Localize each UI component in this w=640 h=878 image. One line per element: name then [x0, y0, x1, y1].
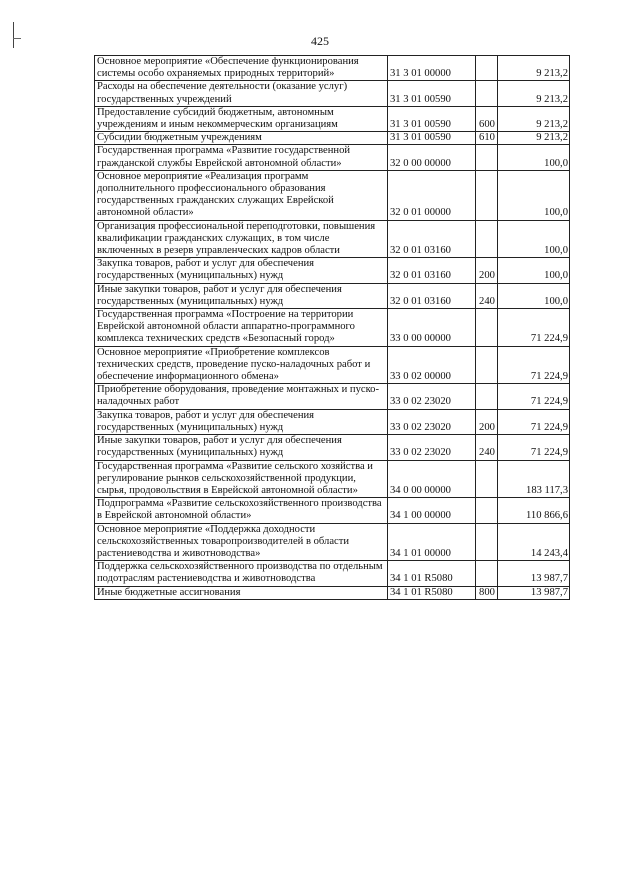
row-amount: 110 866,6 — [498, 498, 570, 523]
row-expense-type — [476, 346, 498, 384]
table-row — [95, 170, 570, 220]
row-name: Предоставление субсидий бюджетным, автономным учреждениям и иным некоммерческим организациям — [95, 106, 388, 131]
row-target-article: 32 0 01 03160 — [388, 258, 476, 283]
budget-table — [94, 55, 570, 600]
row-expense-type — [476, 561, 498, 586]
table-row — [95, 460, 570, 498]
row-name: Основное мероприятие «Поддержка доходности сельскохозяйственных товаропроизводителей в области растениеводства и животноводства» — [95, 523, 388, 561]
row-expense-type: 240 — [476, 435, 498, 460]
table-row — [95, 498, 570, 523]
page-number: 425 — [311, 34, 329, 48]
row-name: Иные закупки товаров, работ и услуг для обеспечения государственных (муниципальных) нужд — [95, 283, 388, 308]
row-amount: 71 224,9 — [498, 309, 570, 347]
row-expense-type — [476, 498, 498, 523]
table-row — [95, 384, 570, 409]
row-amount: 13 987,7 — [498, 561, 570, 586]
row-target-article: 32 0 01 03160 — [388, 283, 476, 308]
table-row — [95, 346, 570, 384]
table-row — [95, 561, 570, 586]
row-name: Подпрограмма «Развитие сельскохозяйственного производства в Еврейской автономной области» — [95, 498, 388, 523]
row-target-article: 33 0 02 23020 — [388, 384, 476, 409]
row-name: Субсидии бюджетным учреждениям — [95, 132, 388, 145]
row-name: Приобретение оборудования, проведение монтажных и пуско-наладочных работ — [95, 384, 388, 409]
row-target-article: 33 0 00 00000 — [388, 309, 476, 347]
row-amount: 100,0 — [498, 283, 570, 308]
table-row — [95, 586, 570, 599]
row-amount: 71 224,9 — [498, 346, 570, 384]
row-name: Государственная программа «Развитие государственной гражданской службы Еврейской автономной области» — [95, 145, 388, 170]
table-row — [95, 145, 570, 170]
table-row — [95, 309, 570, 347]
row-expense-type — [476, 145, 498, 170]
row-expense-type — [476, 523, 498, 561]
table-row — [95, 435, 570, 460]
row-name: Основное мероприятие «Реализация программ дополнительного профессионального образования государственных гражданских служащих Еврейской автономной области» — [95, 170, 388, 220]
row-amount: 100,0 — [498, 145, 570, 170]
row-expense-type: 200 — [476, 258, 498, 283]
row-target-article: 32 0 00 00000 — [388, 145, 476, 170]
row-target-article: 34 1 01 R5080 — [388, 561, 476, 586]
row-name: Иные закупки товаров, работ и услуг для обеспечения государственных (муниципальных) нужд — [95, 435, 388, 460]
row-name: Государственная программа «Развитие сельского хозяйства и регулирование рынков сельскохозяйственной продукции, сырья, продовольствия в Еврейской автономной области» — [95, 460, 388, 498]
row-target-article: 31 3 01 00590 — [388, 81, 476, 106]
row-amount: 71 224,9 — [498, 435, 570, 460]
row-amount: 13 987,7 — [498, 586, 570, 599]
row-expense-type: 800 — [476, 586, 498, 599]
row-expense-type — [476, 460, 498, 498]
budget-table-body — [95, 56, 570, 600]
table-row — [95, 81, 570, 106]
row-target-article: 34 1 00 00000 — [388, 498, 476, 523]
row-target-article: 31 3 01 00590 — [388, 106, 476, 131]
row-amount: 100,0 — [498, 220, 570, 258]
table-row — [95, 132, 570, 145]
row-target-article: 32 0 01 03160 — [388, 220, 476, 258]
table-row — [95, 220, 570, 258]
row-target-article: 31 3 01 00590 — [388, 132, 476, 145]
row-name: Организация профессиональной переподготовки, повышения квалификации гражданских служащих, в том числе включенных в резерв управленческих кадров области — [95, 220, 388, 258]
row-name: Иные бюджетные ассигнования — [95, 586, 388, 599]
row-name: Основное мероприятие «Приобретение комплексов технических средств, проведение пуско-наладочных работ и обеспечение информационного обмена» — [95, 346, 388, 384]
row-amount: 9 213,2 — [498, 81, 570, 106]
row-amount: 14 243,4 — [498, 523, 570, 561]
row-expense-type: 610 — [476, 132, 498, 145]
table-row — [95, 258, 570, 283]
table-row — [95, 56, 570, 81]
row-expense-type: 240 — [476, 283, 498, 308]
row-name: Основное мероприятие «Обеспечение функционирования системы особо охраняемых природных территорий» — [95, 56, 388, 81]
row-amount: 9 213,2 — [498, 56, 570, 81]
row-expense-type — [476, 170, 498, 220]
row-target-article: 32 0 01 00000 — [388, 170, 476, 220]
row-target-article: 34 1 01 00000 — [388, 523, 476, 561]
row-amount: 100,0 — [498, 258, 570, 283]
row-name: Расходы на обеспечение деятельности (оказание услуг) государственных учреждений — [95, 81, 388, 106]
row-amount: 100,0 — [498, 170, 570, 220]
row-target-article: 33 0 02 00000 — [388, 346, 476, 384]
row-expense-type: 200 — [476, 409, 498, 434]
table-row — [95, 409, 570, 434]
table-row — [95, 106, 570, 131]
row-target-article: 34 1 01 R5080 — [388, 586, 476, 599]
row-amount: 183 117,3 — [498, 460, 570, 498]
row-target-article: 33 0 02 23020 — [388, 409, 476, 434]
row-name: Государственная программа «Построение на территории Еврейской автономной области аппаратно-программного комплекса технических средств «Безопасный город» — [95, 309, 388, 347]
table-row — [95, 283, 570, 308]
row-expense-type — [476, 81, 498, 106]
row-expense-type — [476, 56, 498, 81]
row-expense-type — [476, 309, 498, 347]
row-amount: 71 224,9 — [498, 384, 570, 409]
row-amount: 9 213,2 — [498, 106, 570, 131]
row-target-article: 34 0 00 00000 — [388, 460, 476, 498]
table-row — [95, 523, 570, 561]
row-name: Закупка товаров, работ и услуг для обеспечения государственных (муниципальных) нужд — [95, 258, 388, 283]
row-name: Закупка товаров, работ и услуг для обеспечения государственных (муниципальных) нужд — [95, 409, 388, 434]
row-expense-type: 600 — [476, 106, 498, 131]
row-amount: 71 224,9 — [498, 409, 570, 434]
row-expense-type — [476, 220, 498, 258]
row-expense-type — [476, 384, 498, 409]
row-target-article: 31 3 01 00000 — [388, 56, 476, 81]
row-name: Поддержка сельскохозяйственного производства по отдельным подотраслям растениеводства и животноводства — [95, 561, 388, 586]
row-amount: 9 213,2 — [498, 132, 570, 145]
row-target-article: 33 0 02 23020 — [388, 435, 476, 460]
